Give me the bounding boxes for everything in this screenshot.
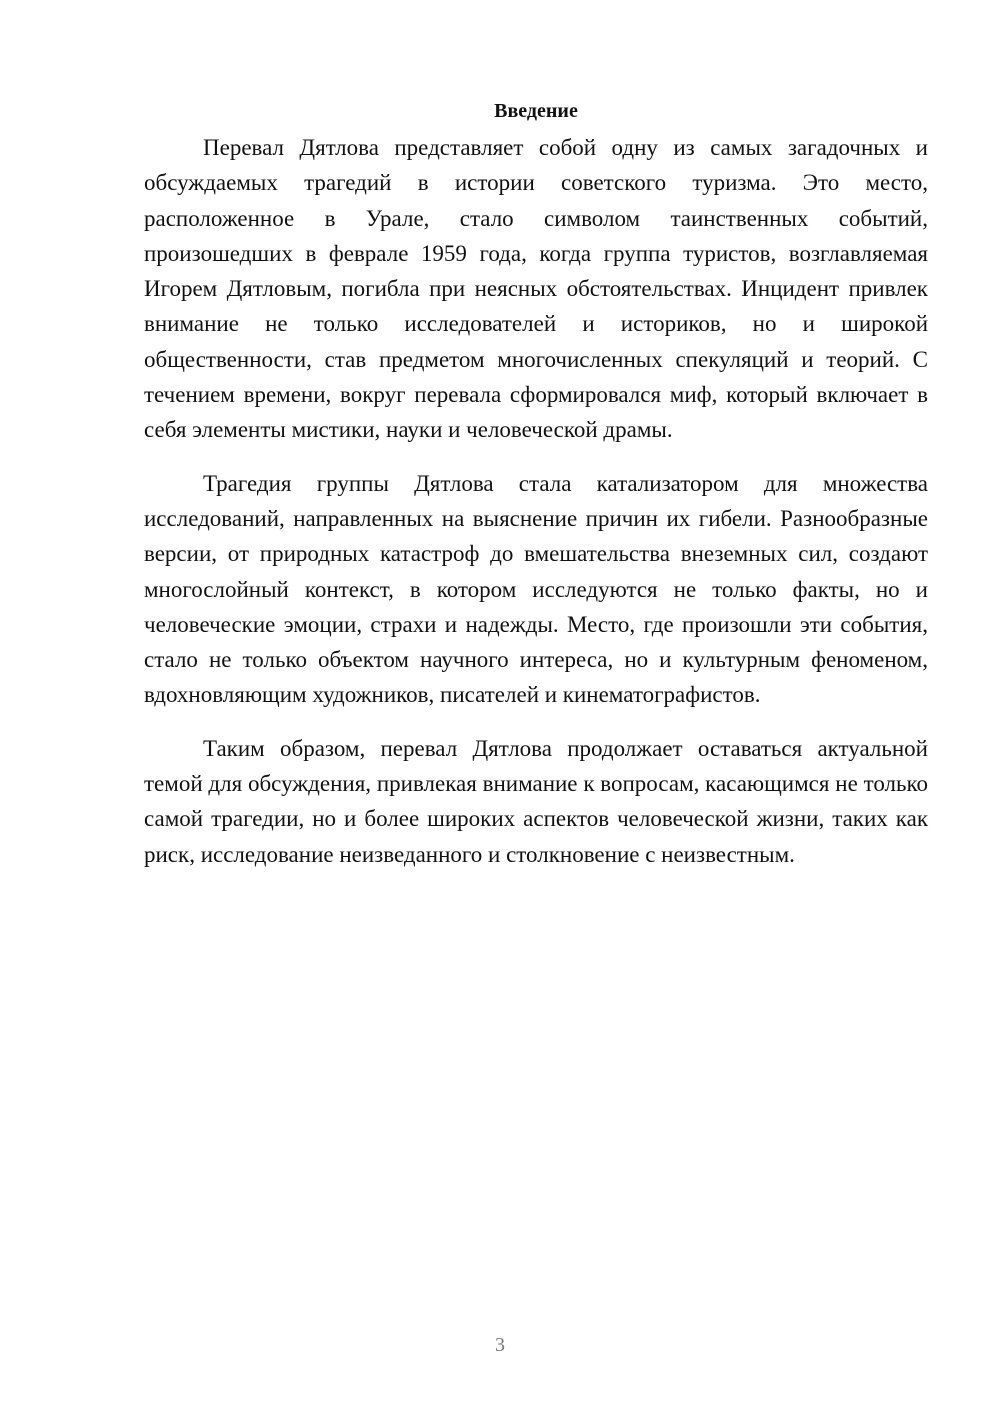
- page-number: 3: [495, 1334, 505, 1356]
- paragraph-1: Перевал Дятлова представляет собой одну из самых загадочных и обсуждаемых трагедий в истории советского туризма. Это место, расположенное в Урале, стало символом таинственных событий, произошедших в феврале 1959 года, когда группа туристов, возглавляемая Игорем Дятловым, погибла при неясных обстоятельствах. Инцидент привлек внимание не только исследователей и историков, но и широкой общественности, став предметом многочисленных спекуляций и теорий. С течением времени, вокруг перевала сформировался миф, который включает в себя элементы мистики, науки и человеческой драмы.: [144, 135, 928, 443]
- paragraph-2: Трагедия группы Дятлова стала катализатором для множества исследований, направленных на выяснение причин их гибели. Разнообразные версии, от природных катастроф до вмешательства внеземных сил, создают многослойный контекст, в котором исследуются не только факты, но и человеческие эмоции, страхи и надежды. Место, где произошли эти события, стало не только объектом научного интереса, но и культурным феноменом, вдохновляющим художников, писателей и кинематографистов.: [144, 470, 928, 708]
- section-heading: Введение: [494, 100, 578, 122]
- page-content: [144, 96, 928, 890]
- paragraph-3: Таким образом, перевал Дятлова продолжает оставаться актуальной темой для обсуждения, привлекая внимание к вопросам, касающимся не только самой трагедии, но и более широких аспектов человеческой жизни, таких как риск, исследование неизведанного и столкновение с неизвестным.: [144, 735, 928, 867]
